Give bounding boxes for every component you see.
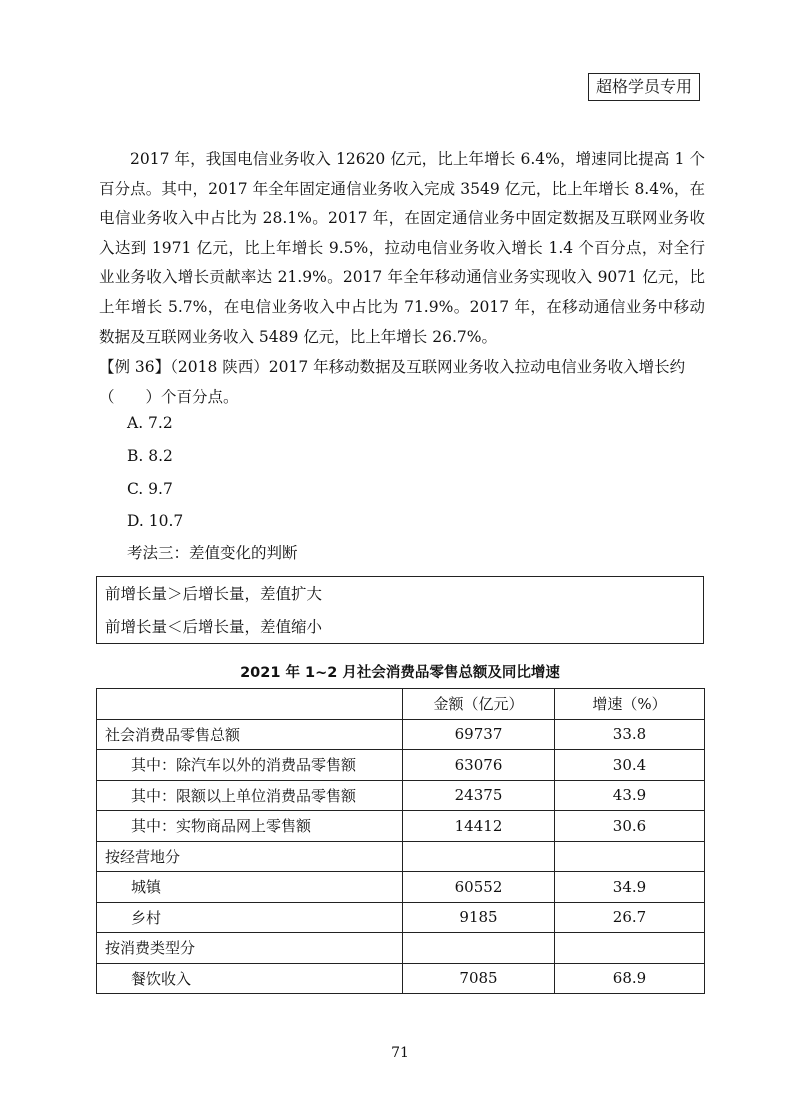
row-label: 其中：实物商品网上零售额 bbox=[97, 811, 403, 842]
question-stem-line2: （ ）个百分点。 bbox=[99, 388, 239, 406]
row-amount bbox=[403, 841, 555, 872]
row-label: 社会消费品零售总额 bbox=[97, 719, 403, 750]
student-only-badge: 超格学员专用 bbox=[588, 73, 700, 101]
option-a: A. 7.2 bbox=[127, 414, 173, 432]
row-label: 其中：限额以上单位消费品零售额 bbox=[97, 780, 403, 811]
row-label: 乡村 bbox=[97, 902, 403, 933]
row-growth: 43.9 bbox=[555, 780, 705, 811]
row-amount bbox=[403, 933, 555, 964]
row-growth bbox=[555, 933, 705, 964]
row-amount: 14412 bbox=[403, 811, 555, 842]
header-growth: 增速（%） bbox=[555, 689, 705, 720]
row-label: 城镇 bbox=[97, 872, 403, 903]
rule-box bbox=[96, 576, 704, 644]
row-growth bbox=[555, 841, 705, 872]
row-growth: 26.7 bbox=[555, 902, 705, 933]
row-amount: 63076 bbox=[403, 750, 555, 781]
method-heading: 考法三：差值变化的判断 bbox=[127, 544, 298, 562]
table-row bbox=[97, 841, 705, 872]
row-amount: 24375 bbox=[403, 780, 555, 811]
retail-sales-table bbox=[96, 688, 705, 994]
table-row bbox=[97, 872, 705, 903]
row-growth: 30.6 bbox=[555, 811, 705, 842]
table-row bbox=[97, 963, 705, 994]
table-row bbox=[97, 719, 705, 750]
row-label: 其中：除汽车以外的消费品零售额 bbox=[97, 750, 403, 781]
row-growth: 34.9 bbox=[555, 872, 705, 903]
row-amount: 60552 bbox=[403, 872, 555, 903]
option-b: B. 8.2 bbox=[127, 447, 173, 465]
header-label bbox=[97, 689, 403, 720]
row-growth: 68.9 bbox=[555, 963, 705, 994]
option-d: D. 10.7 bbox=[127, 512, 184, 530]
option-c: C. 9.7 bbox=[127, 480, 173, 498]
table-row bbox=[97, 811, 705, 842]
passage bbox=[99, 145, 705, 352]
row-label: 按经营地分 bbox=[97, 841, 403, 872]
row-amount: 9185 bbox=[403, 902, 555, 933]
table-row bbox=[97, 750, 705, 781]
row-amount: 7085 bbox=[403, 963, 555, 994]
table-title: 2021 年 1~2 月社会消费品零售总额及同比增速 bbox=[240, 665, 560, 681]
table-row bbox=[97, 902, 705, 933]
page-number: 71 bbox=[391, 1045, 409, 1061]
row-growth: 33.8 bbox=[555, 719, 705, 750]
header-amount: 金额（亿元） bbox=[403, 689, 555, 720]
passage-paragraph: 2017 年，我国电信业务收入 12620 亿元，比上年增长 6.4%，增速同比提高 1 个百分点。其中，2017 年全年固定通信业务收入完成 3549 亿元，比上年增长 8.4%，在电信业务收入中占比为 28.1%。2017 年，在固定通信业务中固定数据及互联网业务收入达到 1971 亿元，比上年增长 9.5%，拉动电信业务收入增长 1.4 个百分点，对全行业业务收入增长贡献率达 21.9%。2017 年全年移动通信业务实现收入 9071 亿元，比上年增长 5.7%，在电信业务收入中占比为 71.9%。2017 年，在移动通信业务中移动数据及互联网业务收入 5489 亿元，比上年增长 26.7%。 bbox=[99, 150, 705, 346]
table-header-row bbox=[97, 689, 705, 720]
row-growth: 30.4 bbox=[555, 750, 705, 781]
table-row bbox=[97, 933, 705, 964]
row-label: 按消费类型分 bbox=[97, 933, 403, 964]
table-row bbox=[97, 780, 705, 811]
question-stem-line1: 【例 36】（2018 陕西）2017 年移动数据及互联网业务收入拉动电信业务收入增长约 bbox=[99, 358, 686, 376]
rule-line-1: 前增长量＞后增长量，差值扩大 bbox=[105, 585, 323, 603]
row-label: 餐饮收入 bbox=[97, 963, 403, 994]
row-amount: 69737 bbox=[403, 719, 555, 750]
rule-line-2: 前增长量＜后增长量，差值缩小 bbox=[105, 618, 323, 636]
